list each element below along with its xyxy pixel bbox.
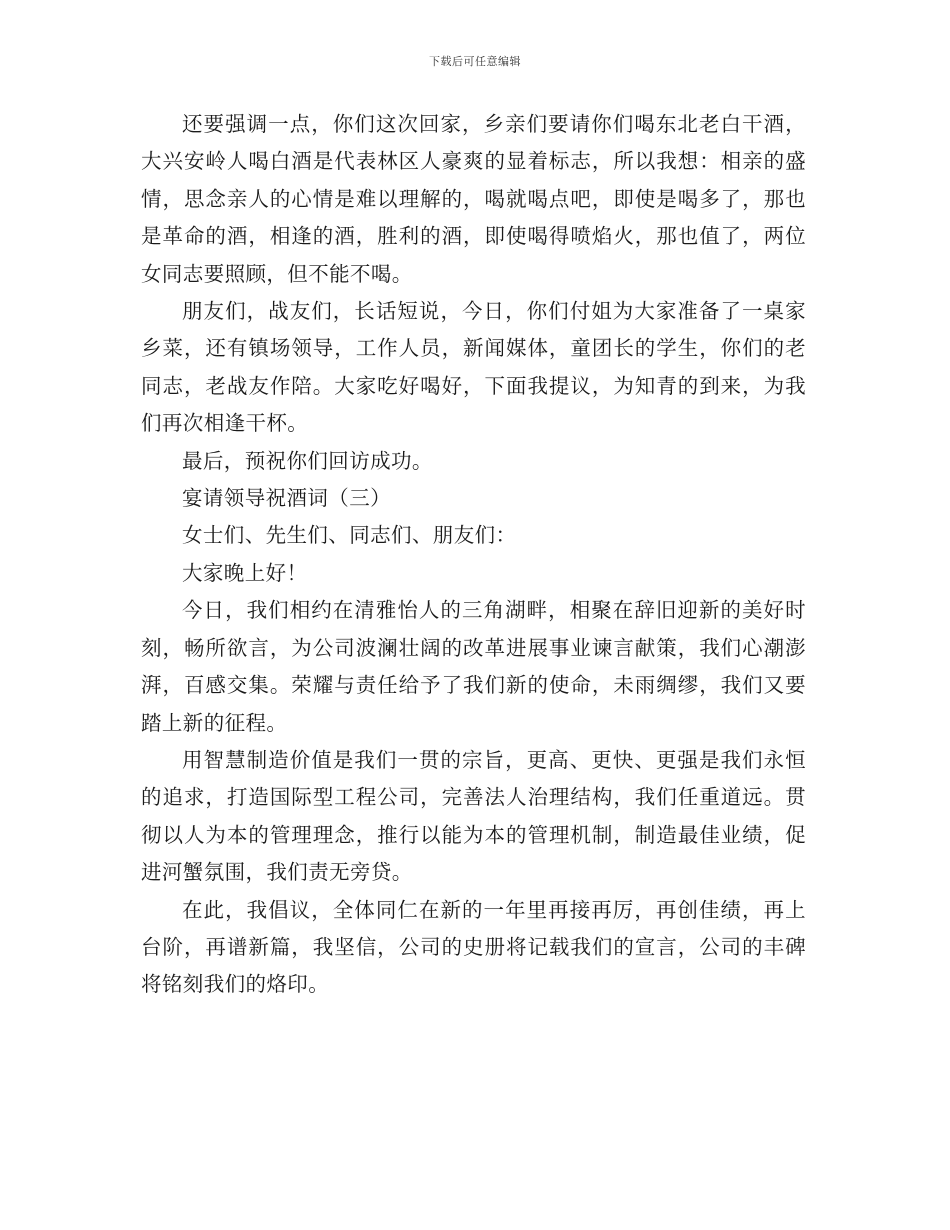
page-header: 下载后可任意编辑 (429, 55, 521, 68)
paragraph-wish-success: 最后，预祝你们回访成功。 (182, 448, 433, 473)
section-heading: 宴请领导祝酒词（三） (182, 486, 391, 511)
paragraph-mission: 用智慧制造价值是我们一贯的宗旨，更高、更快、更强是我们永恒的追求，打造国际型工程公司，完善法人治理结构，我们任重道远。贯彻以人为本的管理理念，推行以能为本的管理机制，制造最佳业绩，促进河蟹氛围，我们责无旁贷。 (141, 747, 806, 885)
paragraph-gathering: 今日，我们相约在清雅怡人的三角湖畔，相聚在辞旧迎新的美好时刻，畅所欲言，为公司波澜壮阔的改革进展事业谏言献策，我们心潮澎湃，百感交集。荣耀与责任给予了我们新的使命，未雨绸缪，我们又要踏上新的征程。 (141, 598, 806, 735)
paragraph-initiative: 在此，我倡议，全体同仁在新的一年里再接再厉，再创佳绩，再上台阶，再谱新篇，我坚信，公司的史册将记载我们的宣言，公司的丰碑将铭刻我们的烙印。 (141, 897, 806, 997)
salutation: 女士们、先生们、同志们、朋友们： (182, 523, 517, 548)
document-body (141, 106, 806, 1004)
paragraph-friends-toast: 朋友们，战友们，长话短说，今日，你们付姐为大家准备了一桌家乡菜，还有镇场领导，工作人员，新闻媒体，童团长的学生，你们的老同志，老战友作陪。大家吃好喝好，下面我提议，为知青的到来，为我们再次相逢干杯。 (141, 299, 806, 436)
paragraph-toast-drinking: 还要强调一点，你们这次回家，乡亲们要请你们喝东北老白干酒，大兴安岭人喝白酒是代表林区人豪爽的显着标志，所以我想：相亲的盛情，思念亲人的心情是难以理解的，喝就喝点吧，即使是喝多了，那也是革命的酒，相逢的酒，胜利的酒，即使喝得喷焰火，那也值了，两位女同志要照顾，但不能不喝。 (141, 112, 806, 286)
greeting: 大家晚上好！ (182, 560, 308, 585)
